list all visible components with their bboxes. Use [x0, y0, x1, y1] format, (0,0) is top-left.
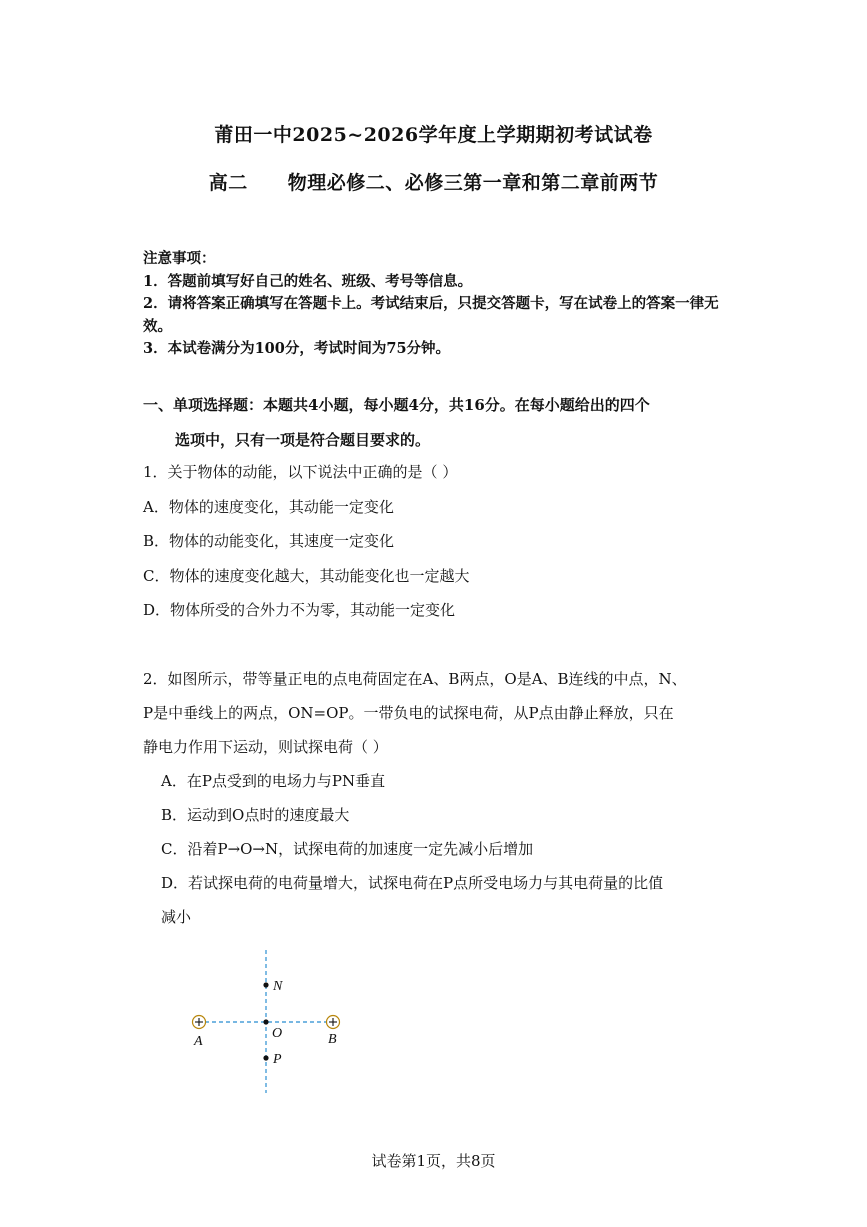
exam-subtitle: [0, 168, 867, 195]
question-2-stem-line-3: 静电力作用下运动，则试探电荷（ ）: [143, 738, 388, 756]
notes-heading: 注意事项：: [143, 250, 216, 267]
note-item: 1．答题前填写好自己的姓名、班级、考号等信息。: [143, 272, 473, 290]
point-p: [263, 1055, 268, 1060]
question-2: [143, 662, 735, 934]
charge-diagram: [180, 945, 360, 1100]
section-line-2: 选项中，只有一项是符合题目要求的。: [175, 431, 431, 449]
label-a: A: [194, 1034, 203, 1049]
grade-label: 高二: [208, 172, 248, 194]
question-1: [143, 455, 735, 628]
exam-title: 莆田一中2025~2026学年度上学期期初考试试卷: [214, 124, 653, 146]
point-o: [263, 1019, 268, 1024]
question-1-option-b: B．物体的动能变化，其速度一定变化: [143, 532, 395, 550]
note-item: 2．请将答案正确填写在答题卡上。考试结束后，只提交答题卡，写在试卷上的答案一律无效。: [143, 295, 719, 335]
question-2-option-c: C．沿着P→O→N，试探电荷的加速度一定先减小后增加: [161, 840, 534, 858]
question-2-option-d: D．若试探电荷的电荷量增大，试探电荷在P点所受电场力与其电荷量的比值: [161, 874, 664, 892]
label-o: O: [272, 1026, 283, 1041]
question-2-stem-line-2: P是中垂线上的两点，ON=OP。一带负电的试探电荷，从P点由静止释放，只在: [143, 704, 674, 722]
question-2-option-a: A．在P点受到的电场力与PN垂直: [161, 772, 386, 790]
notes-block: [143, 248, 735, 361]
section-heading: [143, 388, 735, 458]
section-line-1: 一、单项选择题：本题共4小题，每小题4分，共16分。在每小题给出的四个: [143, 396, 650, 414]
question-1-option-d: D．物体所受的合外力不为零，其动能一定变化: [143, 601, 456, 619]
question-1-option-a: A．物体的速度变化，其动能一定变化: [143, 497, 394, 516]
question-2-option-d-continued: 减小: [161, 908, 192, 926]
positive-charge-a-icon: [193, 1016, 206, 1029]
positive-charge-b-icon: [327, 1016, 340, 1029]
subject-label: 物理必修二、必修三第一章和第二章前两节: [287, 172, 659, 194]
label-n: N: [273, 979, 283, 994]
question-1-option-c: C．物体的速度变化越大，其动能变化也一定越大: [143, 566, 470, 585]
question-1-stem: 1．关于物体的动能，以下说法中正确的是（ ）: [143, 463, 458, 481]
label-b: B: [328, 1032, 337, 1047]
question-2-stem-line-1: 2．如图所示，带等量正电的点电荷固定在A、B两点，O是A、B连线的中点，N、: [143, 670, 687, 688]
page-footer: 试卷第1页，共8页: [371, 1152, 496, 1170]
question-2-option-b: B．运动到O点时的速度最大: [161, 806, 350, 824]
point-n: [263, 982, 268, 987]
note-item: 3．本试卷满分为100分，考试时间为75分钟。: [143, 340, 451, 357]
label-p: P: [273, 1052, 282, 1067]
